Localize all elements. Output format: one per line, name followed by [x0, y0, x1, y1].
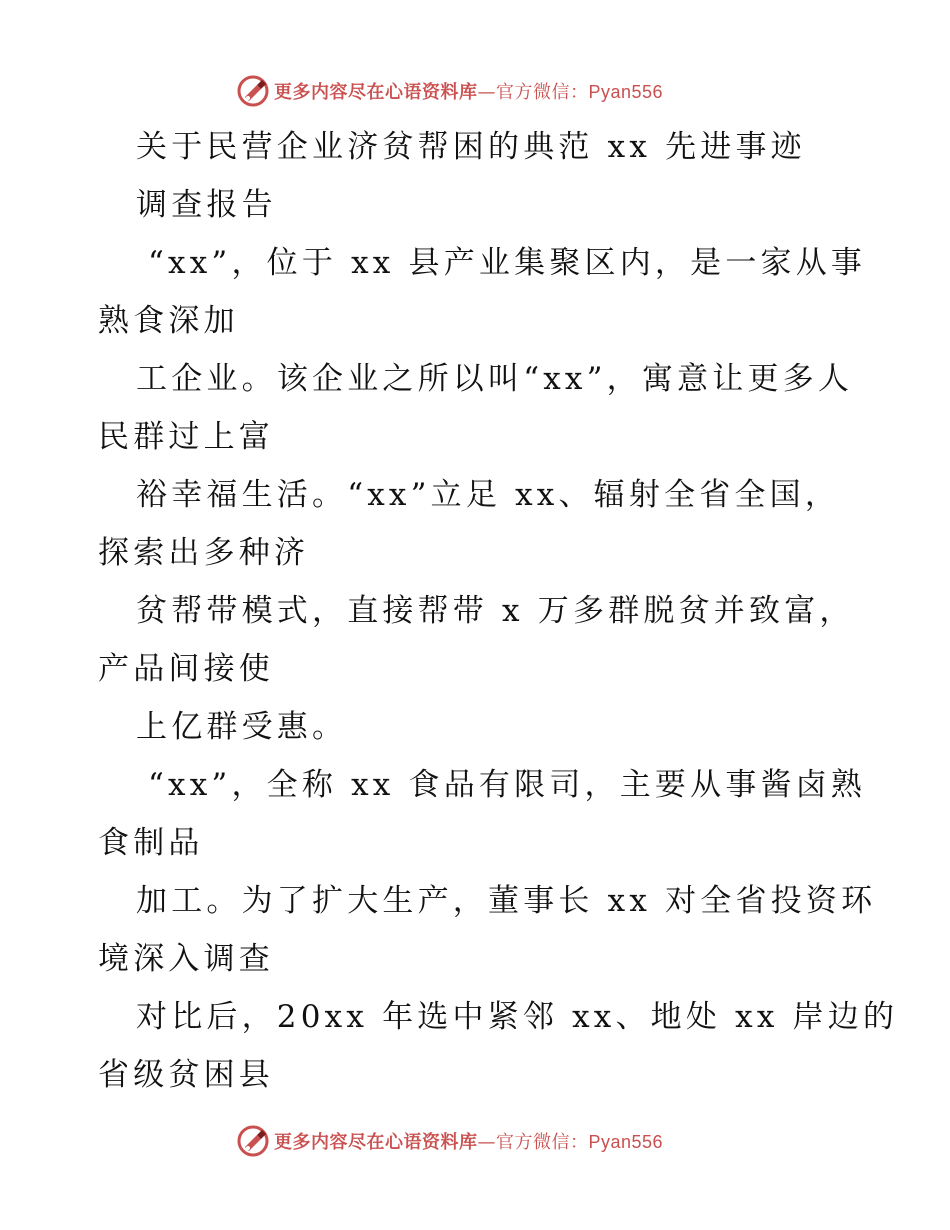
watermark-main-text: 更多内容尽在心语资料库 [274, 1132, 478, 1153]
watermark-main-text: 更多内容尽在心语资料库 [274, 82, 478, 103]
watermark-official-label: 官方微信： [496, 82, 589, 103]
watermark-id: Pyan556 [588, 82, 664, 102]
pen-logo-icon [236, 1124, 270, 1158]
paragraph-line: 民群过上富 [98, 419, 274, 455]
paragraph-line: 上亿群受惠。 [136, 709, 348, 745]
watermark-dash: — [477, 82, 496, 103]
document-title-line-2: 调查报告 [136, 187, 277, 223]
header-watermark [236, 74, 663, 108]
document-title-line-1: 关于民营企业济贫帮困的典范 xx 先进事迹 [136, 129, 806, 165]
paragraph-line: 探索出多种济 [98, 535, 310, 571]
paragraph-line: 食制品 [98, 825, 204, 861]
paragraph-line: 工企业。该企业之所以叫“xx”，寓意让更多人 [136, 361, 854, 397]
paragraph-line: 加工。为了扩大生产，董事长 xx 对全省投资环 [136, 883, 877, 919]
paragraph-line: 省级贫困县 [98, 1057, 274, 1093]
paragraph-line: 贫帮带模式，直接帮带 x 万多群脱贫并致富， [136, 593, 855, 629]
watermark-official-label: 官方微信： [496, 1132, 589, 1153]
paragraph-line: 产品间接使 [98, 651, 274, 687]
paragraph-line: 境深入调查 [98, 941, 274, 977]
watermark-dash: — [477, 1132, 496, 1153]
paragraph-line: 熟食深加 [98, 303, 239, 339]
footer-watermark [236, 1124, 663, 1158]
paragraph-line: 裕幸福生活。“xx”立足 xx、辐射全省全国， [136, 477, 841, 513]
watermark-id: Pyan556 [588, 1132, 664, 1152]
pen-logo-icon [236, 74, 270, 108]
paragraph-line: “xx”，位于 xx 县产业集聚区内，是一家从事 [148, 245, 867, 281]
paragraph-line: 对比后，20xx 年选中紧邻 xx、地处 xx 岸边的 [136, 999, 899, 1035]
paragraph-line: “xx”，全称 xx 食品有限司，主要从事酱卤熟 [148, 767, 867, 803]
